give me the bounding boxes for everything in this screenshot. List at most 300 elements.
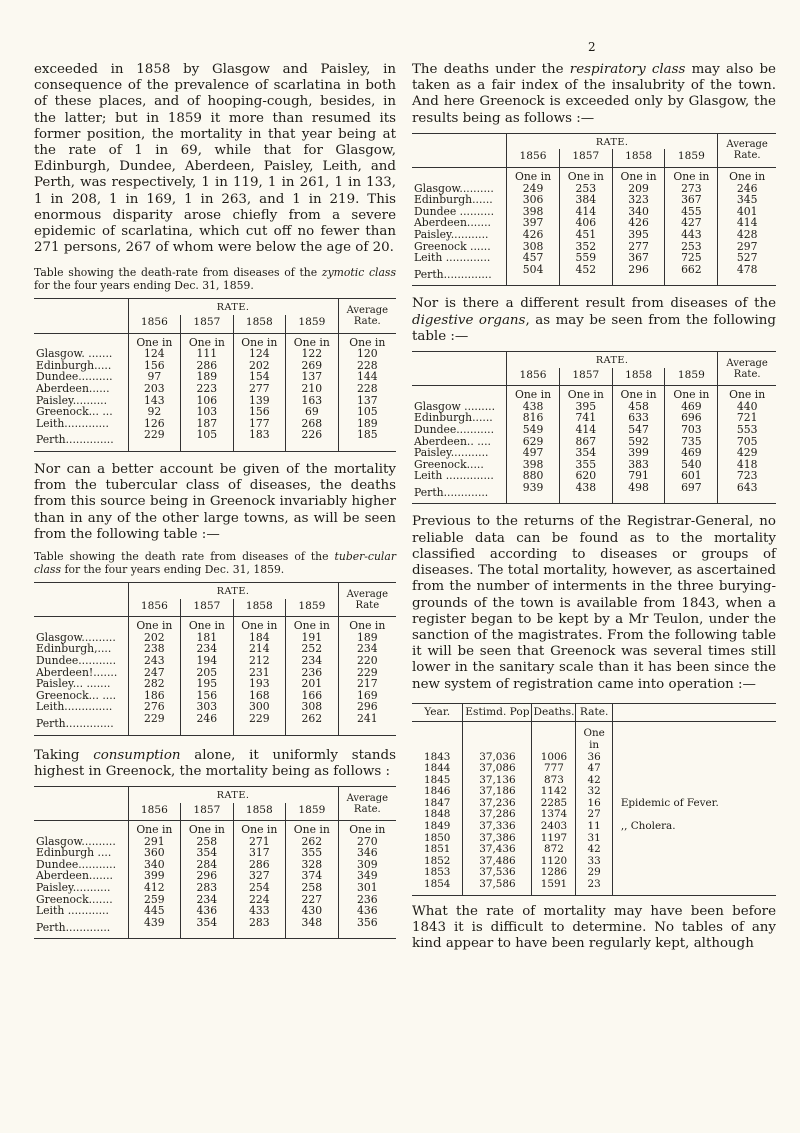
rate-cell: 205 [181, 667, 233, 679]
rate-cell: 186 [128, 690, 180, 702]
rate-cell: 210 [286, 383, 339, 395]
rate-cell: 451 [559, 229, 612, 241]
rate-cell: 194 [181, 655, 233, 667]
year-cell: 1852 [423, 854, 451, 867]
deaths-cell: 2403 [532, 821, 576, 833]
rate-cell: 120 [338, 348, 396, 360]
town-name: Glasgow ......... [414, 399, 496, 413]
year-header: 1856 [128, 599, 180, 617]
year-header: 1859 [286, 803, 339, 821]
rate-cell: 234 [181, 894, 233, 906]
population-cell: 37,436 [463, 844, 532, 856]
rate-cell: 270 [338, 836, 396, 848]
rate-cell: 234 [338, 643, 396, 655]
rate-cell: 227 [286, 894, 339, 906]
rate-cell: 497 [507, 447, 560, 459]
rate-cell: 328 [286, 859, 339, 871]
rate-cell: 354 [181, 917, 233, 939]
population-cell: 37,536 [463, 867, 532, 879]
rate-cell: 633 [612, 412, 665, 424]
rate-cell: 418 [718, 459, 776, 471]
col-year: Year. [424, 705, 451, 718]
rate-cell: 406 [559, 217, 612, 229]
rate-cell: 306 [507, 194, 560, 206]
town-name: Glasgow.......... [36, 630, 116, 644]
page-number: 2 [588, 40, 596, 54]
town-name: Paisley... ....... [36, 677, 111, 691]
town-name: Glasgow.......... [36, 834, 116, 848]
rate-cell: 195 [181, 678, 233, 690]
one-in-label: One in [233, 333, 285, 348]
rate-cell: 189 [338, 418, 396, 430]
year-header: 1858 [233, 803, 285, 821]
table-row [412, 252, 776, 264]
rate-cell: 309 [338, 859, 396, 871]
rate-cell: 156 [128, 360, 180, 372]
rate-cell: 126 [128, 418, 180, 430]
one-in-label: One in [612, 386, 665, 401]
one-in-label: One in [576, 722, 612, 752]
one-in-label: One in [665, 168, 718, 183]
rate-cell: 122 [286, 348, 339, 360]
one-in-label: One in [665, 386, 718, 401]
left-column [34, 62, 396, 939]
rate-cell: 303 [181, 701, 233, 713]
rate-cell: 439 [128, 917, 180, 939]
rate-cell: 202 [128, 632, 180, 644]
year-cell: 1850 [423, 831, 451, 844]
rate-cell: 429 [718, 447, 776, 459]
rate-cell: 47 [576, 763, 612, 775]
rate-cell: 254 [233, 882, 285, 894]
rate-cell: 181 [181, 632, 233, 644]
rate-cell: 346 [338, 847, 396, 859]
rate-cell: 271 [233, 836, 285, 848]
rate-cell: 236 [338, 894, 396, 906]
year-cell: 1849 [423, 820, 451, 833]
rate-cell: 258 [286, 882, 339, 894]
one-in-label: One in [286, 821, 339, 836]
rate-cell: 436 [181, 905, 233, 917]
rate-cell: 124 [128, 348, 180, 360]
town-name: Leith ............ [36, 904, 109, 918]
rate-cell: 498 [612, 482, 665, 504]
table-row [34, 713, 396, 735]
rate-cell: 156 [181, 690, 233, 702]
year-header: 1859 [665, 149, 718, 167]
table-row [412, 821, 776, 833]
rate-cell: 939 [507, 482, 560, 504]
year-cell: 1847 [423, 796, 451, 809]
rate-cell: 427 [665, 217, 718, 229]
rate-cell: 252 [286, 643, 339, 655]
table-row [412, 424, 776, 436]
rate-cell: 259 [128, 894, 180, 906]
left-paragraph-3: Taking consumption alone, it uniformly stands highest in Greenock, the mortality being as follows : [34, 747, 397, 779]
population-cell: 37,136 [463, 775, 532, 787]
rate-cell: 457 [507, 252, 560, 264]
rate-cell: 374 [286, 870, 339, 882]
rate-cell: 452 [559, 264, 612, 286]
left-paragraph-2: Nor can a better account be given of the mortality from the tubercular class of diseases, the deaths from this source being in Greenock invariably higher than in any of the other large towns, as will be seen from the following table :— [34, 461, 396, 542]
rate-cell: 229 [338, 667, 396, 679]
town-name: Greenock... ... [36, 405, 113, 419]
year-header: 1858 [233, 315, 285, 333]
left-paragraph-1: exceeded in 1858 by Glasgow and Paisley, in consequence of the prevalence of scarlatina in both of these places, and of hooping-cough, besides, in the latter; but in 1859 it more than resumed its former position, the mortality in that year being at the rate of 1 in 69, while that for Glasgow, Edinburgh, Dundee, Aberdeen, Paisley, Leith, and Perth, was respectively, 1 in 119, 1 in 261, 1 in 133, 1 in 208, 1 in 169, 1 in 263, and 1 in 219. This enormous disparity arose chiefly from a severe epidemic of scarlatina, which cut off no fewer than 271 persons, 267 of whom were below the age of 20. [34, 62, 396, 256]
rate-cell: 445 [128, 905, 180, 917]
town-name: Greenock ...... [414, 239, 491, 253]
one-in-label: One in [718, 168, 776, 183]
rate-cell: 553 [718, 424, 776, 436]
rate-cell: 430 [286, 905, 339, 917]
table-row [34, 655, 396, 667]
rate-cell: 397 [507, 217, 560, 229]
table2-caption: Table showing the death rate from diseases of the tuber-cular class for the four years ending Dec. 31, 1859. [34, 549, 396, 576]
rate-cell: 286 [233, 859, 285, 871]
town-name: Dundee .......... [414, 204, 495, 218]
rate-cell: 349 [338, 870, 396, 882]
town-name: Paisley........... [36, 881, 111, 895]
rate-cell: 156 [233, 406, 285, 418]
one-in-label: One in [559, 386, 612, 401]
rate-cell: 426 [612, 217, 665, 229]
rate-cell: 253 [559, 183, 612, 195]
rate-cell: 97 [128, 371, 180, 383]
town-name: Leith............. [36, 416, 109, 430]
rate-cell: 202 [233, 360, 285, 372]
year-header: 1859 [286, 599, 339, 617]
rate-cell: 345 [718, 194, 776, 206]
rate-cell: 31 [576, 833, 612, 845]
rate-cell: 33 [576, 856, 612, 868]
rate-cell: 356 [338, 917, 396, 939]
town-name: Greenock... .... [36, 688, 117, 702]
rate-cell: 696 [665, 412, 718, 424]
rate-cell: 42 [576, 775, 612, 787]
average-header: Average Rate. [338, 299, 396, 333]
rate-cell: 547 [612, 424, 665, 436]
rate-cell: 247 [128, 667, 180, 679]
rate-cell: 16 [576, 798, 612, 810]
rate-cell: 721 [718, 412, 776, 424]
rate-cell: 629 [507, 436, 560, 448]
table-row [412, 482, 776, 504]
rate-cell: 352 [559, 241, 612, 253]
rate-cell: 440 [718, 401, 776, 413]
one-in-label: One in [128, 821, 180, 836]
rate-cell: 32 [576, 786, 612, 798]
right-paragraph-4: What the rate of mortality may have been before 1843 it is difficult to determine. No tables of any kind appear to have been regularly kept, although [412, 903, 776, 952]
burial-table-body [412, 722, 776, 895]
rate-cell: 662 [665, 264, 718, 286]
rate-cell: 354 [181, 847, 233, 859]
town-name: Paisley.......... [36, 393, 108, 407]
rate-cell: 212 [233, 655, 285, 667]
rate-cell: 137 [286, 371, 339, 383]
one-in-label: One in [612, 168, 665, 183]
rate-cell: 301 [338, 882, 396, 894]
rate-cell: 455 [665, 206, 718, 218]
rate-cell: 258 [181, 836, 233, 848]
one-in-label: One in [233, 617, 285, 632]
rate-cell: 231 [233, 667, 285, 679]
one-in-label: One in [507, 168, 560, 183]
year-header: 1859 [665, 368, 718, 386]
year-header: 1856 [128, 315, 180, 333]
rate-cell: 124 [233, 348, 285, 360]
rate-cell: 23 [576, 879, 612, 895]
digestive-table [412, 351, 776, 505]
rate-cell: 11 [576, 821, 612, 833]
year-header: 1859 [286, 315, 339, 333]
rate-cell: 277 [233, 383, 285, 395]
rate-cell: 296 [181, 870, 233, 882]
table-row [34, 882, 396, 894]
average-header: Average Rate [338, 582, 396, 616]
table-row [412, 264, 776, 286]
rate-cell: 735 [665, 436, 718, 448]
note-fever: Epidemic of Fever. [612, 798, 776, 810]
population-cell: 37,186 [463, 786, 532, 798]
consumption-table [34, 786, 396, 940]
rate-header: RATE. [128, 582, 338, 598]
rate-header: RATE. [507, 351, 718, 367]
town-name: Paisley........... [414, 227, 489, 241]
population-cell: 37,486 [463, 856, 532, 868]
rate-cell: 191 [286, 632, 339, 644]
rate-cell: 867 [559, 436, 612, 448]
rate-cell: 269 [286, 360, 339, 372]
rate-cell: 705 [718, 436, 776, 448]
rate-cell: 443 [665, 229, 718, 241]
rate-cell: 137 [338, 395, 396, 407]
population-cell: 37,086 [463, 763, 532, 775]
rate-cell: 168 [233, 690, 285, 702]
rate-cell: 103 [181, 406, 233, 418]
deaths-cell: 1142 [532, 786, 576, 798]
population-cell: 37,286 [463, 809, 532, 821]
town-name: Perth.............. [412, 264, 507, 286]
rate-header: RATE. [128, 299, 338, 315]
year-header: 1856 [507, 368, 560, 386]
rate-cell: 214 [233, 643, 285, 655]
rate-cell: 228 [338, 383, 396, 395]
one-in-label: One in [338, 821, 396, 836]
rate-cell: 185 [338, 429, 396, 451]
rate-header: RATE. [128, 786, 338, 802]
rate-cell: 426 [507, 229, 560, 241]
year-header: 1858 [612, 149, 665, 167]
rate-cell: 229 [128, 429, 180, 451]
one-in-label: One in [286, 617, 339, 632]
rate-cell: 703 [665, 424, 718, 436]
town-name: Dundee........... [36, 653, 117, 667]
town-name: Leith.............. [36, 700, 113, 714]
rate-cell: 601 [665, 470, 718, 482]
town-name: Edinburgh...... [414, 411, 493, 425]
rate-cell: 177 [233, 418, 285, 430]
rate-cell: 284 [181, 859, 233, 871]
rate-cell: 620 [559, 470, 612, 482]
rate-cell: 308 [286, 701, 339, 713]
one-in-label: One in [559, 168, 612, 183]
rate-cell: 229 [233, 713, 285, 735]
note-cholera: ,, Cholera. [612, 821, 776, 833]
rate-cell: 243 [128, 655, 180, 667]
rate-cell: 268 [286, 418, 339, 430]
town-name: Perth.............. [34, 429, 128, 451]
rate-cell: 234 [286, 655, 339, 667]
deaths-cell: 872 [532, 844, 576, 856]
rate-cell: 478 [718, 264, 776, 286]
rate-cell: 111 [181, 348, 233, 360]
table-row [412, 763, 776, 775]
right-paragraph-3: Previous to the returns of the Registrar-General, no reliable data can be found as to the mortality classified according to diseases or groups of diseases. The total mortality, however, as ascertained from the number of interments in the three burying-grounds of the town is available from 1843, when a register began to be kept by a Mr Teulon, under the sanction of the magistrates. From the following table it will be seen that Greenock was several times still lower in the sanitary scale than it has been since the new system of registration came into operation :— [412, 514, 776, 692]
deaths-cell: 1120 [532, 856, 576, 868]
year-header: 1857 [181, 315, 233, 333]
table-row [34, 917, 396, 939]
year-cell: 1845 [423, 773, 451, 786]
rate-cell: 355 [286, 847, 339, 859]
year-cell: 1846 [423, 785, 451, 798]
rate-cell: 398 [507, 459, 560, 471]
town-name: Aberdeen!....... [36, 665, 118, 679]
rate-cell: 105 [181, 429, 233, 451]
rate-cell: 340 [128, 859, 180, 871]
rate-cell: 401 [718, 206, 776, 218]
one-in-label: One in [286, 333, 339, 348]
one-in-label: One in [718, 386, 776, 401]
rate-cell: 697 [665, 482, 718, 504]
table-row [34, 383, 396, 395]
rate-cell: 367 [665, 194, 718, 206]
rate-cell: 276 [128, 701, 180, 713]
town-name: Edinburgh,.... [36, 642, 112, 656]
year-header: 1857 [559, 149, 612, 167]
rate-cell: 183 [233, 429, 285, 451]
rate-cell: 209 [612, 183, 665, 195]
deaths-cell: 2285 [532, 798, 576, 810]
rate-cell: 323 [612, 194, 665, 206]
year-cell: 1854 [412, 879, 463, 895]
rate-cell: 163 [286, 395, 339, 407]
town-name: Paisley........... [414, 446, 489, 460]
deaths-cell: 1591 [532, 879, 576, 895]
rate-cell: 241 [338, 713, 396, 735]
rate-cell: 725 [665, 252, 718, 264]
table-row [412, 879, 776, 895]
town-name: Aberdeen.. .... [414, 434, 491, 448]
rate-cell: 69 [286, 406, 339, 418]
deaths-cell: 1286 [532, 867, 576, 879]
year-header: 1856 [128, 803, 180, 821]
rate-cell: 428 [718, 229, 776, 241]
rate-cell: 741 [559, 412, 612, 424]
rate-cell: 308 [507, 241, 560, 253]
rate-cell: 189 [181, 371, 233, 383]
town-name: Aberdeen...... [36, 382, 110, 395]
town-name: Dundee.......... [36, 370, 113, 384]
one-in-label: One in [507, 386, 560, 401]
table1-caption: Table showing the death-rate from diseases of the zymotic class for the four years ending Dec. 31, 1859. [34, 266, 396, 293]
rate-cell: 414 [559, 206, 612, 218]
one-in-label: One in [338, 617, 396, 632]
year-header: 1857 [181, 803, 233, 821]
rate-cell: 277 [612, 241, 665, 253]
year-header: 1857 [559, 368, 612, 386]
rate-cell: 340 [612, 206, 665, 218]
rate-cell: 504 [507, 264, 560, 286]
population-cell: 37,236 [463, 798, 532, 810]
rate-cell: 438 [559, 482, 612, 504]
rate-cell: 249 [507, 183, 560, 195]
rate-cell: 36 [576, 752, 612, 764]
year-cell: 1844 [423, 762, 451, 775]
population-cell: 37,336 [463, 821, 532, 833]
rate-cell: 723 [718, 470, 776, 482]
right-column [412, 62, 776, 952]
rate-cell: 201 [286, 678, 339, 690]
year-cell: 1843 [423, 750, 451, 763]
rate-cell: 540 [665, 459, 718, 471]
year-cell: 1848 [423, 808, 451, 821]
town-name: Glasgow.......... [414, 181, 494, 195]
rate-cell: 283 [233, 917, 285, 939]
town-name: Greenock....... [36, 892, 113, 906]
rate-cell: 203 [128, 383, 180, 395]
year-header: 1856 [507, 149, 560, 167]
rate-cell: 360 [128, 847, 180, 859]
town-name: Perth............. [34, 917, 128, 939]
town-name: Dundee........... [414, 422, 495, 436]
rate-cell: 438 [507, 401, 560, 413]
rate-cell: 398 [507, 206, 560, 218]
one-in-label: One in [338, 333, 396, 348]
rate-cell: 414 [559, 424, 612, 436]
town-name: Dundee........... [36, 857, 117, 871]
town-name: Edinburgh .... [36, 846, 112, 860]
rate-cell: 317 [233, 847, 285, 859]
town-name: Leith .............. [414, 469, 494, 483]
rate-cell: 273 [665, 183, 718, 195]
rate-cell: 327 [233, 870, 285, 882]
rate-cell: 236 [286, 667, 339, 679]
rate-cell: 253 [665, 241, 718, 253]
right-paragraph-2: Nor is there a different result from diseases of the digestive organs, as may be seen from the following table :— [412, 296, 776, 344]
respiratory-table [412, 133, 776, 287]
rate-cell: 643 [718, 482, 776, 504]
rate-cell: 300 [233, 701, 285, 713]
rate-cell: 27 [576, 809, 612, 821]
deaths-cell: 1006 [532, 752, 576, 764]
rate-cell: 549 [507, 424, 560, 436]
rate-cell: 297 [718, 241, 776, 253]
rate-cell: 187 [181, 418, 233, 430]
rate-cell: 154 [233, 371, 285, 383]
rate-cell: 262 [286, 713, 339, 735]
rate-cell: 412 [128, 882, 180, 894]
col-pop: Estimd. Pop [463, 703, 532, 722]
one-in-label: One in [181, 617, 233, 632]
average-header: Average Rate. [718, 133, 776, 167]
rate-cell: 296 [338, 701, 396, 713]
town-name: Aberdeen....... [414, 216, 491, 230]
rate-cell: 355 [559, 459, 612, 471]
rate-cell: 262 [286, 836, 339, 848]
rate-cell: 228 [338, 360, 396, 372]
rate-cell: 144 [338, 371, 396, 383]
rate-cell: 286 [181, 360, 233, 372]
